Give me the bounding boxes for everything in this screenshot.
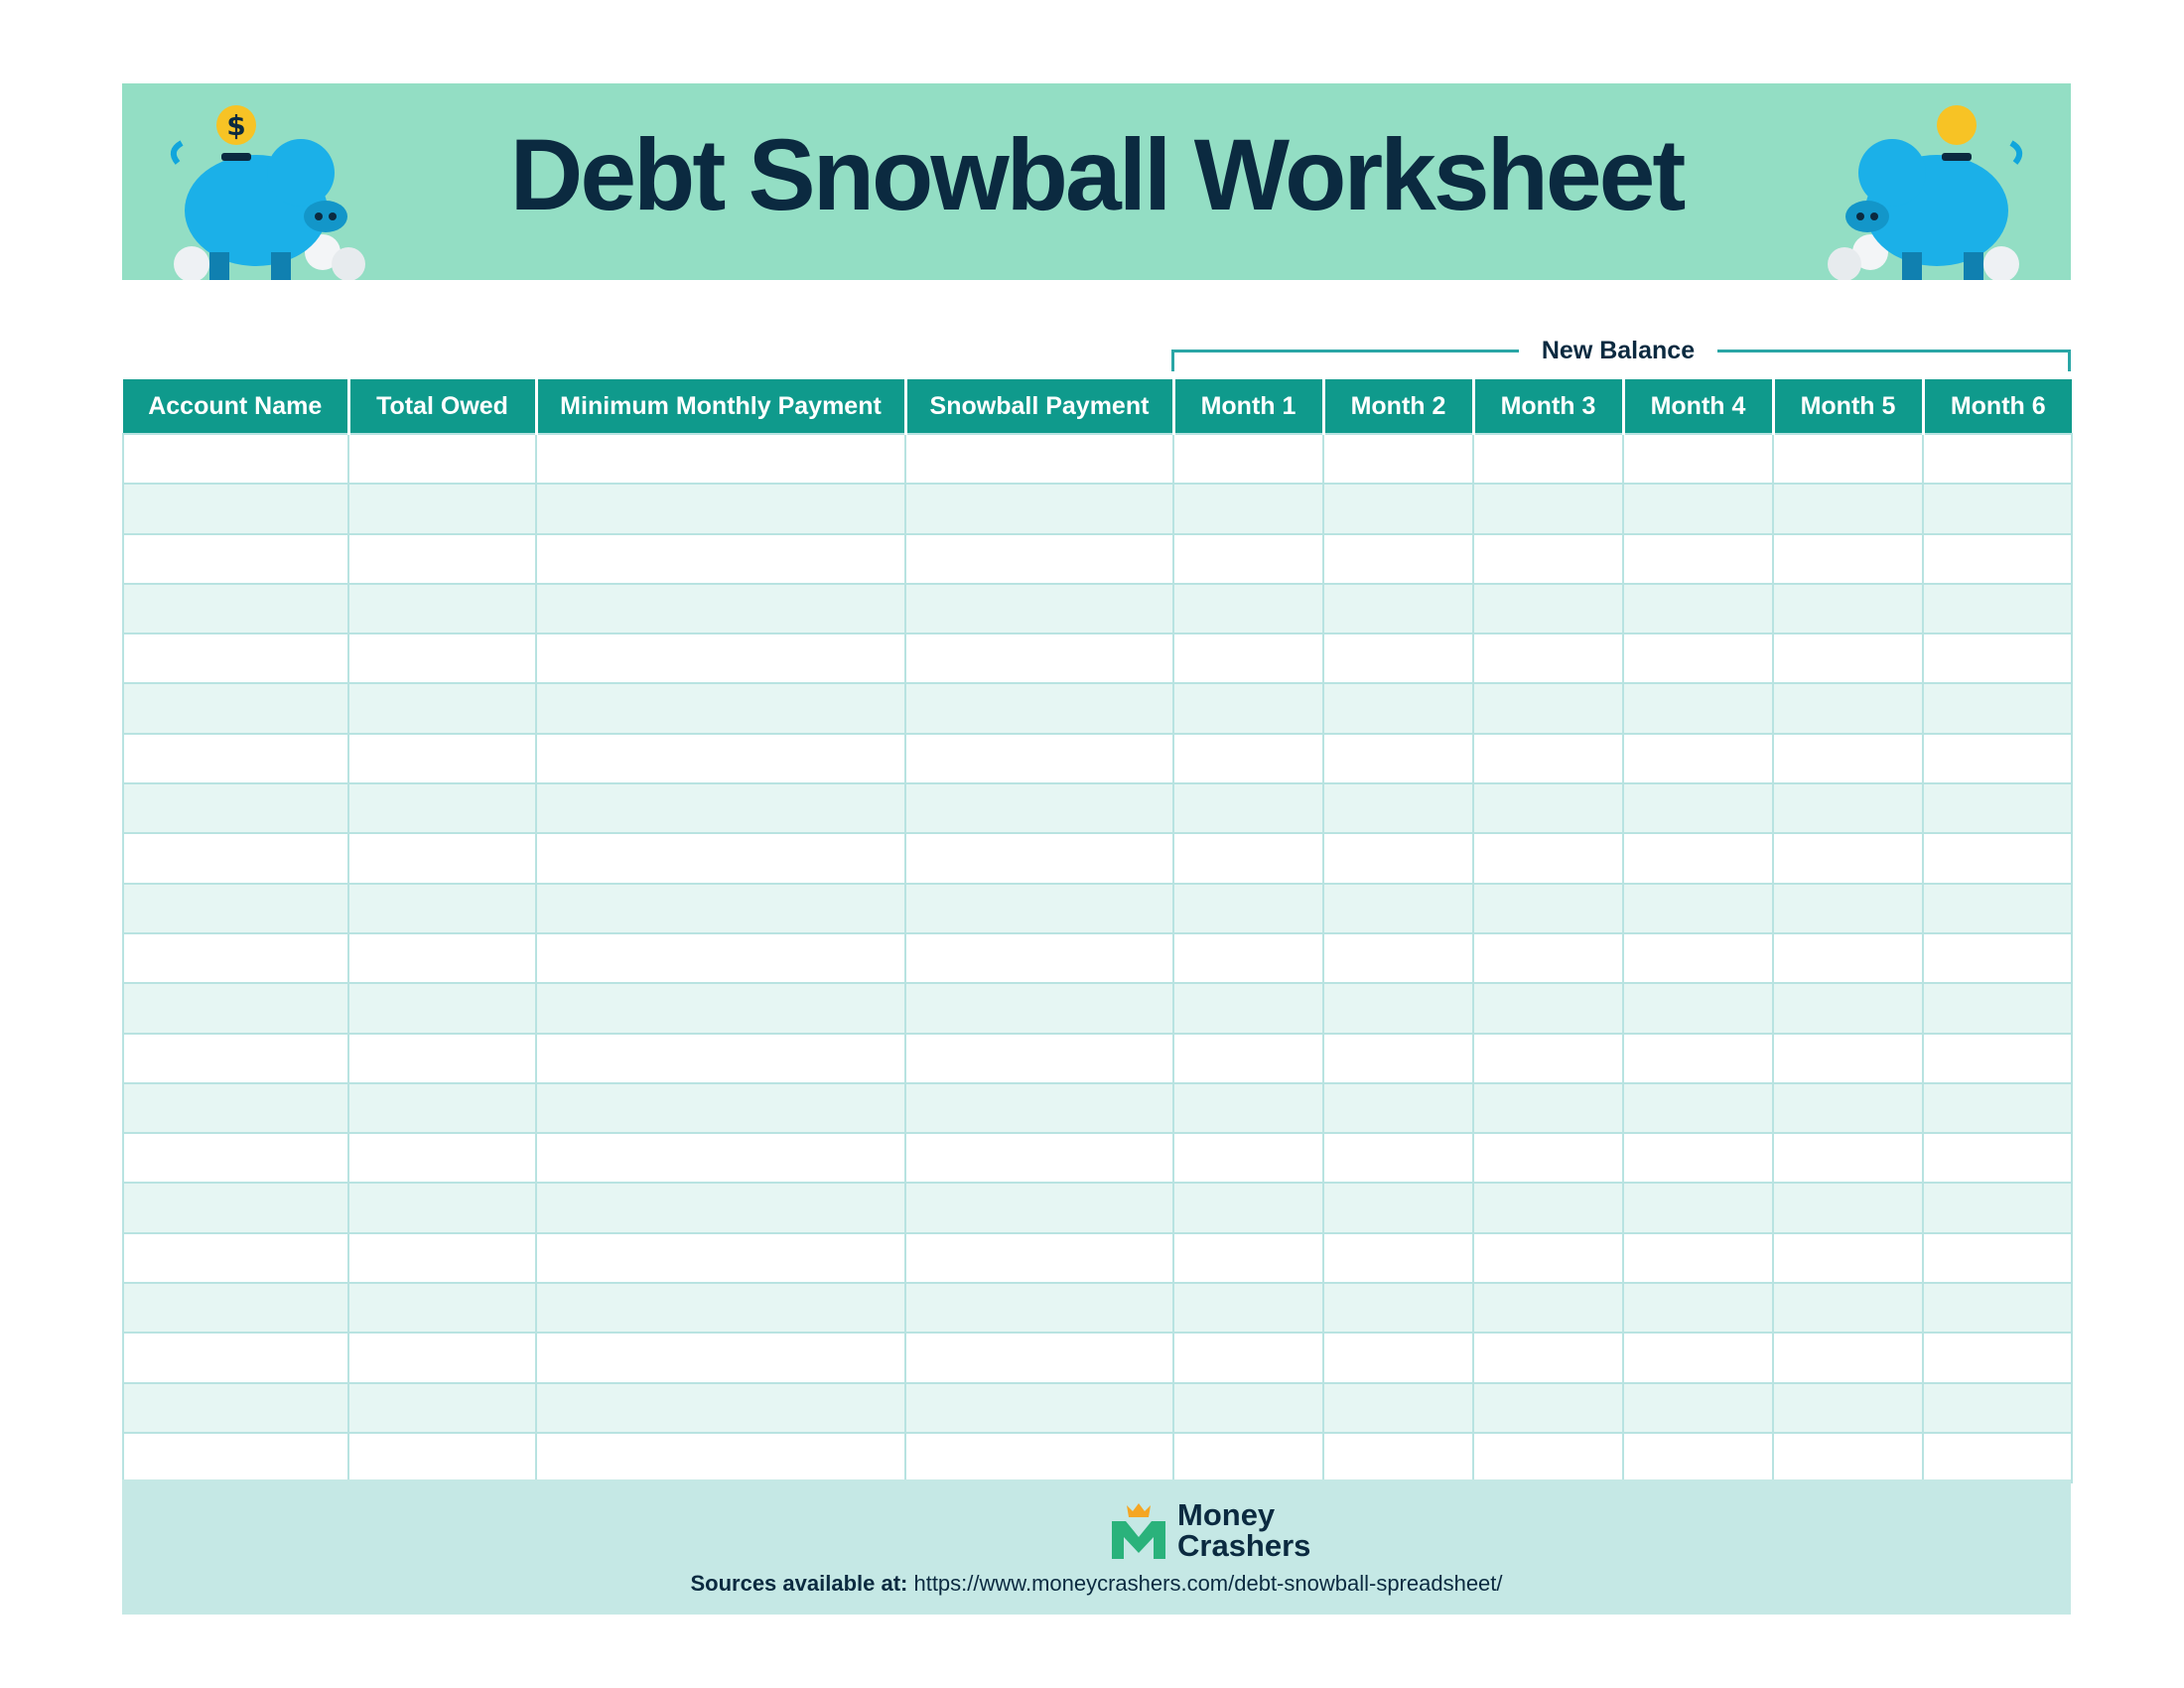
table-cell[interactable] [348,434,536,484]
sources-line [122,1569,2071,1599]
table-cell[interactable] [123,1433,348,1482]
column-header: Month 4 [1623,379,1773,434]
table-cell[interactable] [905,783,1173,833]
table-cell[interactable] [1173,734,1323,783]
table-cell[interactable] [123,484,348,533]
table-cell[interactable] [1323,683,1473,733]
table-cell[interactable] [123,633,348,683]
column-header: Account Name [123,379,348,434]
table-cell[interactable] [905,683,1173,733]
table-cell[interactable] [1623,1433,1773,1482]
table-cell[interactable] [536,1433,905,1482]
table-cell[interactable] [1623,683,1773,733]
table-cell[interactable] [348,783,536,833]
table-cell[interactable] [1773,1133,1923,1183]
table-cell[interactable] [1473,484,1623,533]
column-header: Month 2 [1323,379,1473,434]
table-cell[interactable] [123,1183,348,1232]
table-cell[interactable] [1473,1083,1623,1133]
svg-text:$: $ [226,109,246,142]
table-cell[interactable] [1323,1083,1473,1133]
table-cell[interactable] [905,1333,1173,1382]
table-cell[interactable] [1173,1133,1323,1183]
table-cell[interactable] [1623,983,1773,1033]
table-cell[interactable] [536,734,905,783]
table-cell[interactable] [536,1333,905,1382]
table-cell[interactable] [1473,434,1623,484]
money-crashers-logo [1110,1499,1348,1563]
table-cell[interactable] [1773,683,1923,733]
table-cell[interactable] [905,833,1173,883]
table-cell[interactable] [1623,833,1773,883]
table-cell[interactable] [1323,1233,1473,1283]
table-cell[interactable] [536,933,905,983]
table-cell[interactable] [1923,1333,2072,1382]
table-cell[interactable] [1473,884,1623,933]
table-cell[interactable] [1323,584,1473,633]
logo-line-2: Crashers [1177,1528,1311,1563]
table-cell[interactable] [1923,633,2072,683]
table-cell[interactable] [1923,783,2072,833]
table-cell[interactable] [1173,884,1323,933]
table-cell[interactable] [1623,434,1773,484]
table-cell[interactable] [123,1333,348,1382]
table-cell[interactable] [348,1034,536,1083]
table-cell[interactable] [1923,833,2072,883]
table-cell[interactable] [348,683,536,733]
table-cell[interactable] [123,584,348,633]
column-header: Minimum Monthly Payment [536,379,905,434]
table-cell[interactable] [1773,833,1923,883]
table-cell[interactable] [1923,933,2072,983]
table-cell[interactable] [1623,884,1773,933]
table-cell[interactable] [536,783,905,833]
table-cell[interactable] [1623,933,1773,983]
table-row [123,833,2072,883]
table-cell[interactable] [1623,1233,1773,1283]
table-row [123,1133,2072,1183]
table-cell[interactable] [1623,534,1773,584]
table-cell[interactable] [536,833,905,883]
table-cell[interactable] [1773,584,1923,633]
table-cell[interactable] [1473,683,1623,733]
table-cell[interactable] [123,1233,348,1283]
table-cell[interactable] [1323,1383,1473,1433]
column-header: Snowball Payment [905,379,1173,434]
table-cell[interactable] [123,1283,348,1333]
table-cell[interactable] [905,434,1173,484]
table-cell[interactable] [536,1383,905,1433]
table-cell[interactable] [1323,1333,1473,1382]
table-cell[interactable] [905,1433,1173,1482]
table-cell[interactable] [536,584,905,633]
table-cell[interactable] [1623,484,1773,533]
table-cell[interactable] [1773,434,1923,484]
table-cell[interactable] [905,983,1173,1033]
table-row [123,1283,2072,1333]
table-cell[interactable] [1323,434,1473,484]
table-cell[interactable] [1923,1433,2072,1482]
table-cell[interactable] [1173,633,1323,683]
table-cell[interactable] [1923,1083,2072,1133]
table-cell[interactable] [348,1083,536,1133]
table-cell[interactable] [123,933,348,983]
table-cell[interactable] [348,1333,536,1382]
table-cell[interactable] [1623,1034,1773,1083]
table-cell[interactable] [1623,633,1773,683]
table-cell[interactable] [1173,1233,1323,1283]
table-cell[interactable] [536,1034,905,1083]
column-header: Month 5 [1773,379,1923,434]
sources-label: Sources available at: [690,1571,908,1596]
table-cell[interactable] [1173,833,1323,883]
table-cell[interactable] [1323,1034,1473,1083]
table-row [123,1433,2072,1482]
table-cell[interactable] [123,1133,348,1183]
table-cell[interactable] [1773,983,1923,1033]
table-cell[interactable] [348,983,536,1033]
table-cell[interactable] [1323,933,1473,983]
table-cell[interactable] [1473,1333,1623,1382]
table-cell[interactable] [123,983,348,1033]
table-cell[interactable] [1173,1183,1323,1232]
table-cell[interactable] [1173,1034,1323,1083]
table-cell[interactable] [1923,1133,2072,1183]
table-cell[interactable] [1323,833,1473,883]
table-cell[interactable] [536,983,905,1033]
table-cell[interactable] [1923,683,2072,733]
table-cell[interactable] [1473,1283,1623,1333]
debt-worksheet-table [122,379,2073,1483]
table-cell[interactable] [1173,434,1323,484]
table-cell[interactable] [905,1383,1173,1433]
table-cell[interactable] [1773,933,1923,983]
table-cell[interactable] [905,633,1173,683]
table-cell[interactable] [1473,933,1623,983]
table-cell[interactable] [1923,1034,2072,1083]
table-cell[interactable] [1923,734,2072,783]
footer [122,1479,2071,1615]
table-header-row [123,379,2072,434]
table-row [123,434,2072,484]
table-cell[interactable] [1773,734,1923,783]
new-balance-label: New Balance [1519,334,1717,367]
table-cell[interactable] [348,1283,536,1333]
money-crashers-logo-icon [1110,1501,1167,1559]
table-cell[interactable] [1323,884,1473,933]
table-cell[interactable] [1473,833,1623,883]
column-header: Total Owed [348,379,536,434]
table-cell[interactable] [1923,1383,2072,1433]
table-cell[interactable] [1923,983,2072,1033]
table-cell[interactable] [1623,584,1773,633]
table-cell[interactable] [1923,1233,2072,1283]
table-cell[interactable] [1473,1133,1623,1183]
table-cell[interactable] [1623,1383,1773,1433]
table-cell[interactable] [348,633,536,683]
table-cell[interactable] [905,1183,1173,1232]
table-cell[interactable] [1773,884,1923,933]
table-cell[interactable] [348,933,536,983]
table-cell[interactable] [123,683,348,733]
table-cell[interactable] [1473,1183,1623,1232]
table-cell[interactable] [1173,1283,1323,1333]
table-cell[interactable] [905,734,1173,783]
table-cell[interactable] [1173,1333,1323,1382]
column-header: Month 6 [1923,379,2072,434]
table-cell[interactable] [1473,584,1623,633]
table-cell[interactable] [1173,683,1323,733]
table-cell[interactable] [1923,534,2072,584]
table-cell[interactable] [1473,633,1623,683]
table-cell[interactable] [1173,484,1323,533]
table-row [123,1233,2072,1283]
table-cell[interactable] [1323,1183,1473,1232]
table-cell[interactable] [536,1083,905,1133]
table-cell[interactable] [1623,1083,1773,1133]
table-cell[interactable] [123,534,348,584]
table-cell[interactable] [905,584,1173,633]
table-row [123,734,2072,783]
table-cell[interactable] [348,734,536,783]
table-cell[interactable] [1773,783,1923,833]
table-cell[interactable] [1173,1083,1323,1133]
table-cell[interactable] [1173,584,1323,633]
table-cell[interactable] [1623,734,1773,783]
piggy-bank-icon [1793,83,2031,280]
table-cell[interactable] [1773,1183,1923,1232]
logo-line-1: Money [1177,1497,1276,1532]
table-cell[interactable] [1323,1433,1473,1482]
table-cell[interactable] [1773,484,1923,533]
table-cell[interactable] [905,534,1173,584]
table-cell[interactable] [348,584,536,633]
table-cell[interactable] [1473,534,1623,584]
table-cell[interactable] [1773,534,1923,584]
table-cell[interactable] [123,1083,348,1133]
table-cell[interactable] [348,534,536,584]
table-cell[interactable] [1323,633,1473,683]
table-cell[interactable] [1923,434,2072,484]
table-row [123,1083,2072,1133]
table-cell[interactable] [536,1233,905,1283]
table-cell[interactable] [1773,1433,1923,1482]
table-row [123,584,2072,633]
table-cell[interactable] [1773,1233,1923,1283]
table-cell[interactable] [348,1233,536,1283]
table-cell[interactable] [348,1433,536,1482]
table-cell[interactable] [536,1283,905,1333]
table-cell[interactable] [1323,1283,1473,1333]
table-cell[interactable] [123,884,348,933]
table-cell[interactable] [536,884,905,933]
table-cell[interactable] [905,1283,1173,1333]
table-cell[interactable] [123,833,348,883]
table-cell[interactable] [1473,1233,1623,1283]
table-row [123,633,2072,683]
table-cell[interactable] [1323,734,1473,783]
table-cell[interactable] [536,434,905,484]
table-cell[interactable] [905,1034,1173,1083]
table-cell[interactable] [905,484,1173,533]
table-cell[interactable] [123,1383,348,1433]
table-cell[interactable] [123,783,348,833]
table-cell[interactable] [1173,1383,1323,1433]
title-banner [122,83,2071,280]
table-cell[interactable] [1773,1333,1923,1382]
table-cell[interactable] [1923,1283,2072,1333]
table-cell[interactable] [1773,1383,1923,1433]
table-cell[interactable] [1923,584,2072,633]
table-cell[interactable] [1173,983,1323,1033]
table-cell[interactable] [536,534,905,584]
table-cell[interactable] [1173,783,1323,833]
table-cell[interactable] [123,734,348,783]
table-cell[interactable] [1773,1083,1923,1133]
table-row [123,1333,2072,1382]
table-cell[interactable] [536,1133,905,1183]
table-cell[interactable] [1323,534,1473,584]
table-cell[interactable] [1773,633,1923,683]
table-cell[interactable] [1923,484,2072,533]
table-cell[interactable] [1623,1133,1773,1183]
table-cell[interactable] [348,484,536,533]
table-row [123,1183,2072,1232]
table-cell[interactable] [1473,983,1623,1033]
table-cell[interactable] [536,633,905,683]
table-cell[interactable] [123,1034,348,1083]
table-cell[interactable] [1323,783,1473,833]
column-header: Month 1 [1173,379,1323,434]
table-cell[interactable] [1623,1183,1773,1232]
table-cell[interactable] [1773,1034,1923,1083]
table-row [123,484,2072,533]
table-row [123,783,2072,833]
table-row [123,683,2072,733]
table-cell[interactable] [1473,1383,1623,1433]
table-cell[interactable] [1473,783,1623,833]
table-cell[interactable] [536,683,905,733]
table-row [123,933,2072,983]
table-cell[interactable] [348,1383,536,1433]
table-cell[interactable] [905,884,1173,933]
table-cell[interactable] [1623,1283,1773,1333]
table-cell[interactable] [348,884,536,933]
piggy-bank-icon [162,83,400,280]
table-cell[interactable] [123,434,348,484]
table-cell[interactable] [1623,783,1773,833]
table-cell[interactable] [1773,1283,1923,1333]
table-cell[interactable] [348,1183,536,1232]
table-cell[interactable] [1173,1433,1323,1482]
table-cell[interactable] [1473,1433,1623,1482]
table-cell[interactable] [905,933,1173,983]
table-cell[interactable] [1323,983,1473,1033]
column-header: Month 3 [1473,379,1623,434]
table-cell[interactable] [1473,1034,1623,1083]
table-cell[interactable] [1173,534,1323,584]
table-cell[interactable] [1623,1333,1773,1382]
table-cell[interactable] [1323,1133,1473,1183]
table-cell[interactable] [1923,884,2072,933]
table-cell[interactable] [348,1133,536,1183]
table-row [123,1034,2072,1083]
table-row [123,1383,2072,1433]
table-cell[interactable] [536,484,905,533]
table-row [123,983,2072,1033]
table-cell[interactable] [1173,933,1323,983]
sources-link[interactable]: https://www.moneycrashers.com/debt-snowball-spreadsheet/ [907,1571,1503,1596]
table-cell[interactable] [536,1183,905,1232]
table-cell[interactable] [348,833,536,883]
table-row [123,884,2072,933]
table-cell[interactable] [1473,734,1623,783]
table-cell[interactable] [1923,1183,2072,1232]
table-cell[interactable] [905,1133,1173,1183]
table-cell[interactable] [905,1233,1173,1283]
table-cell[interactable] [1323,484,1473,533]
table-cell[interactable] [905,1083,1173,1133]
page-title: Debt Snowball Worksheet [509,118,1684,231]
table-row [123,534,2072,584]
